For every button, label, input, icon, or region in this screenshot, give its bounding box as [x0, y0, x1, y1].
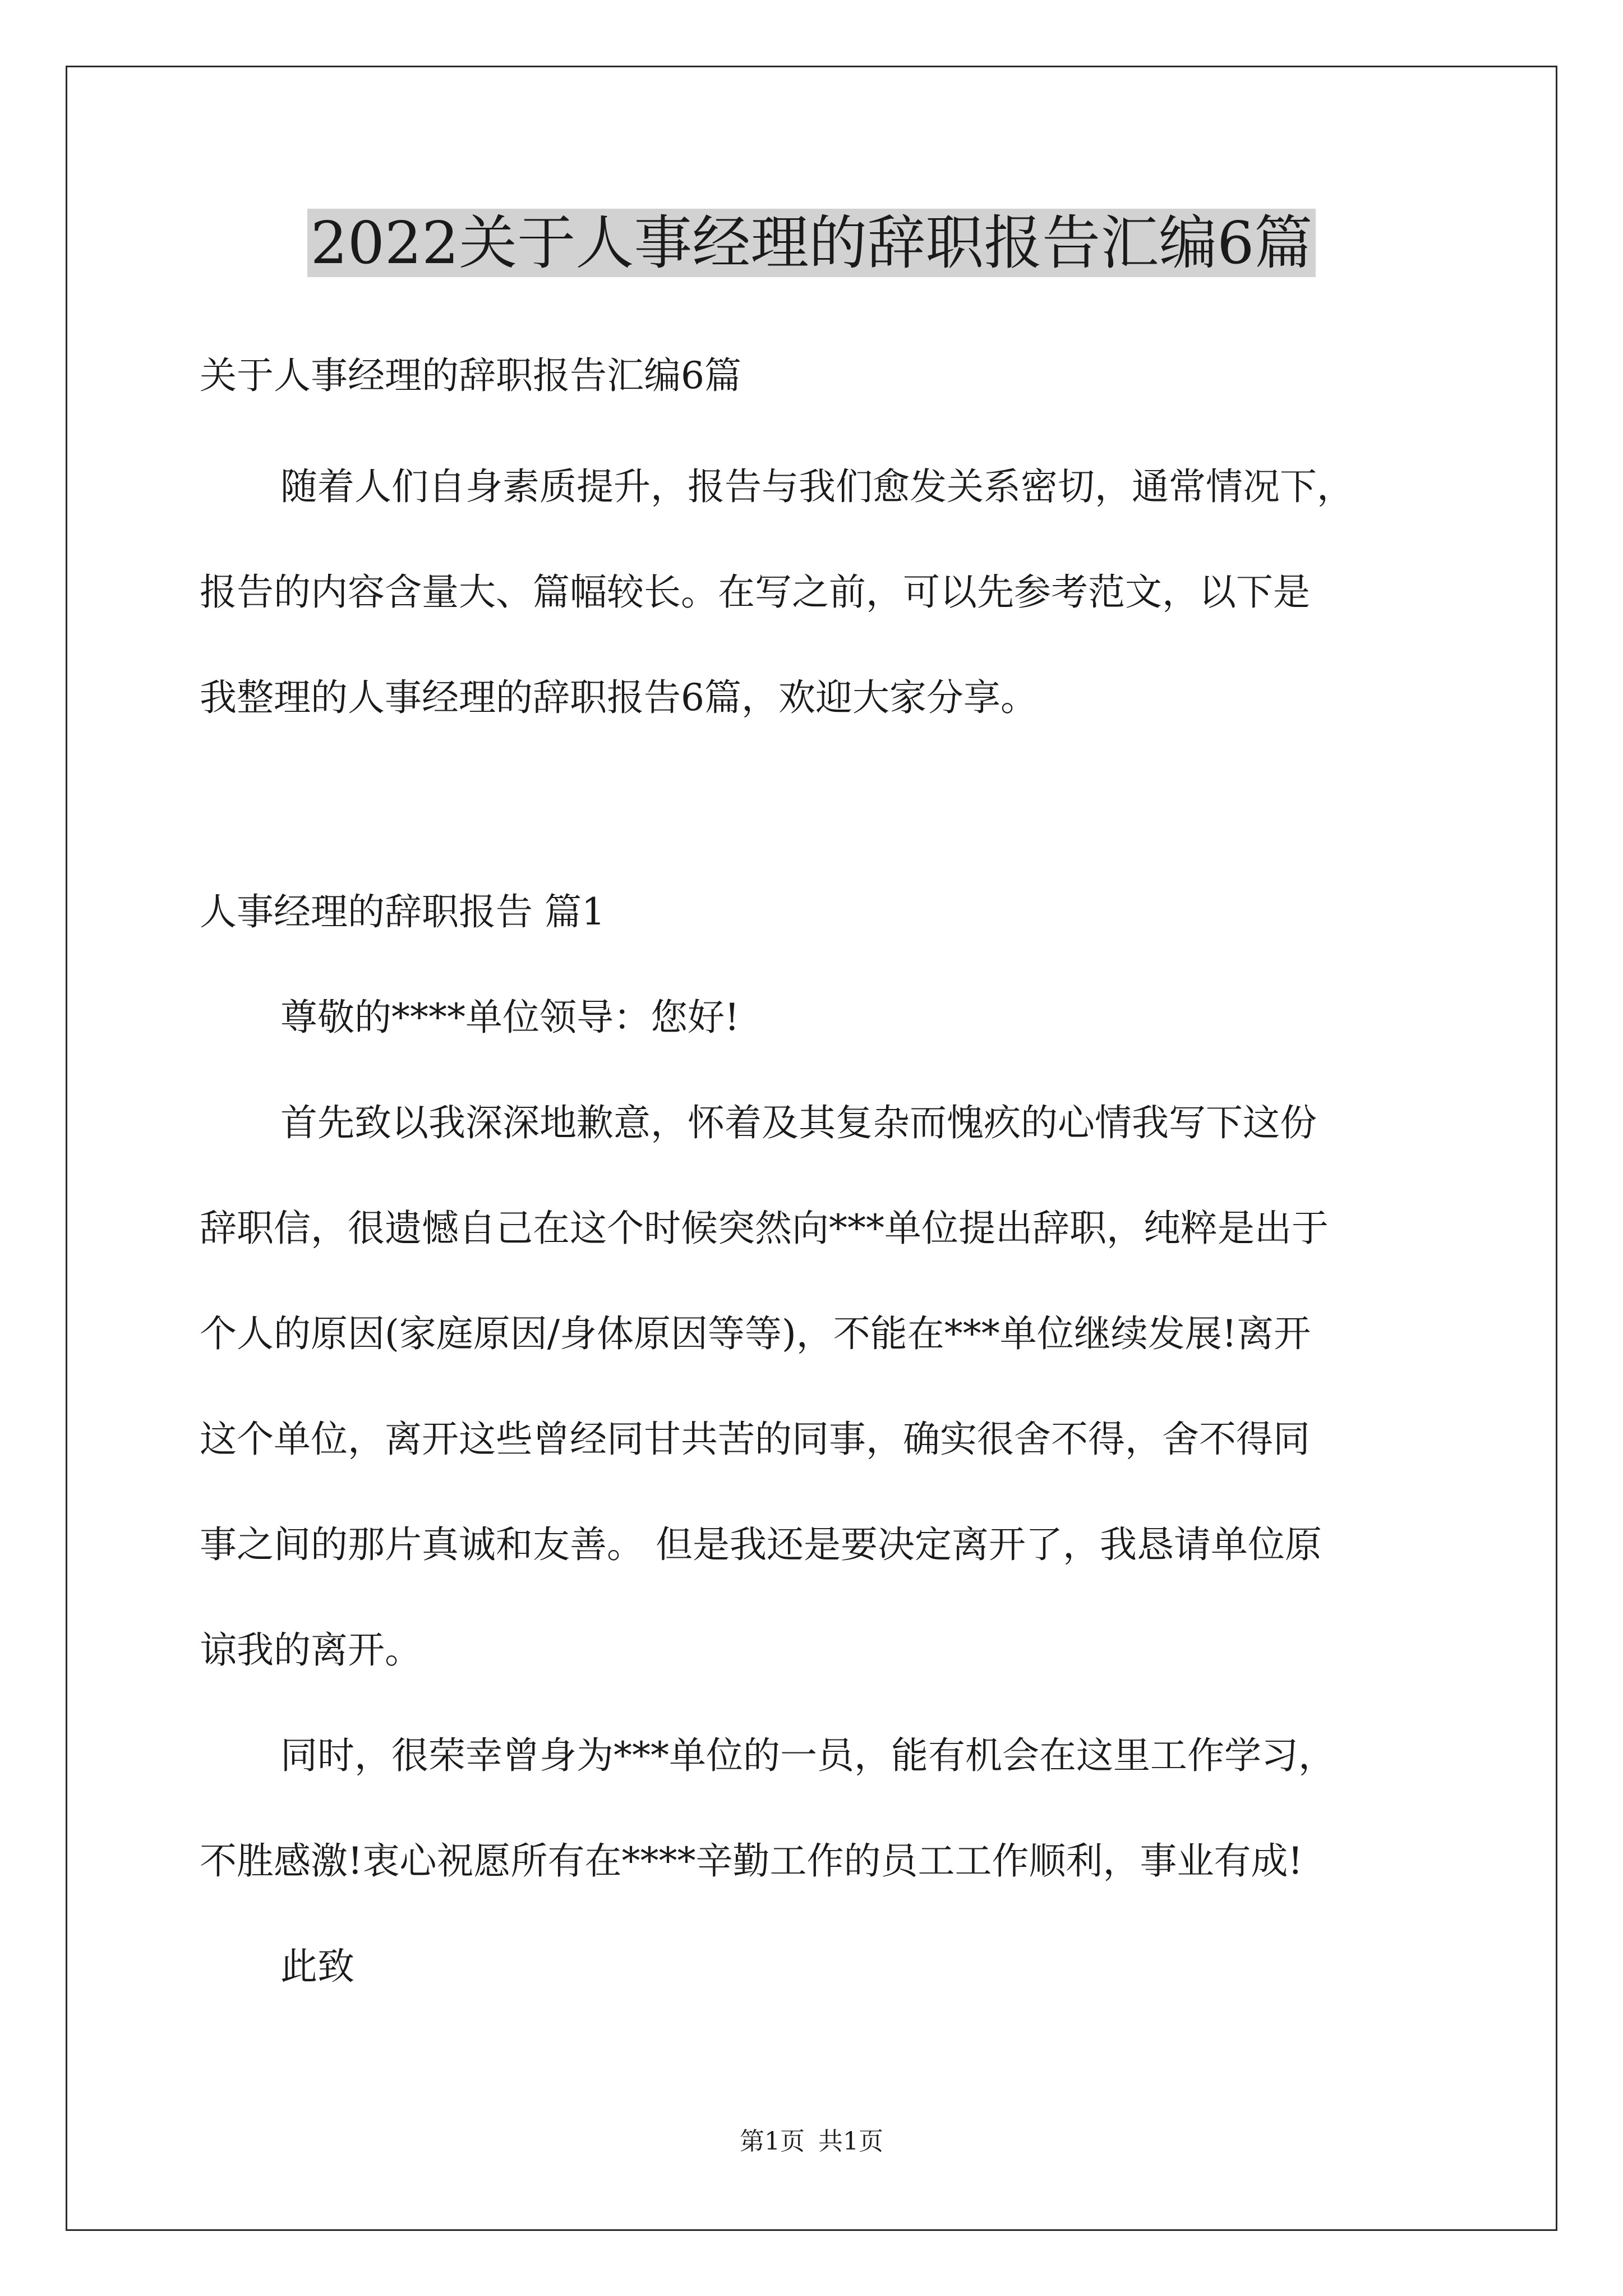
paragraph1-line-3: 个人的原因(家庭原因/身体原因等等)，不能在***单位继续发展!离开 [200, 1312, 1311, 1355]
paragraph1-line-2: 辞职信，很遗憾自己在这个时候突然向***单位提出辞职，纯粹是出于 [200, 1207, 1329, 1250]
closing: 此致 [280, 1945, 354, 1988]
page-footer [0, 2125, 1623, 2159]
page-number: 第1页 [740, 2127, 805, 2156]
salutation: 尊敬的****单位领导：您好! [280, 996, 740, 1039]
document-title [0, 201, 1623, 285]
section-heading: 人事经理的辞职报告 篇1 [200, 890, 605, 933]
page-total: 共1页 [818, 2127, 883, 2156]
intro-line-2: 报告的内容含量大、篇幅较长。在写之前，可以先参考范文，以下是 [200, 570, 1310, 614]
paragraph1-line-1: 首先致以我深深地歉意，怀着及其复杂而愧疚的心情我写下这份 [280, 1101, 1317, 1144]
paragraph2-line-1: 同时，很荣幸曾身为***单位的一员，能有机会在这里工作学习， [280, 1734, 1335, 1777]
subtitle: 关于人事经理的辞职报告汇编6篇 [200, 354, 741, 397]
paragraph1-line-4: 这个单位，离开这些曾经同甘共苦的同事，确实很舍不得，舍不得同 [200, 1418, 1310, 1461]
paragraph1-line-6: 谅我的离开。 [200, 1628, 422, 1672]
paragraph1-line-5: 事之间的那片真诚和友善。 但是我还是要决定离开了，我恳请单位原 [200, 1523, 1322, 1566]
intro-line-3: 我整理的人事经理的辞职报告6篇，欢迎大家分享。 [200, 676, 1038, 719]
paragraph2-line-2: 不胜感激!衷心祝愿所有在****辛勤工作的员工工作顺利，事业有成! [200, 1839, 1303, 1883]
intro-line-1: 随着人们自身素质提升，报告与我们愈发关系密切，通常情况下， [280, 465, 1354, 508]
document-title-text: 2022关于人事经理的辞职报告汇编6篇 [307, 209, 1316, 277]
